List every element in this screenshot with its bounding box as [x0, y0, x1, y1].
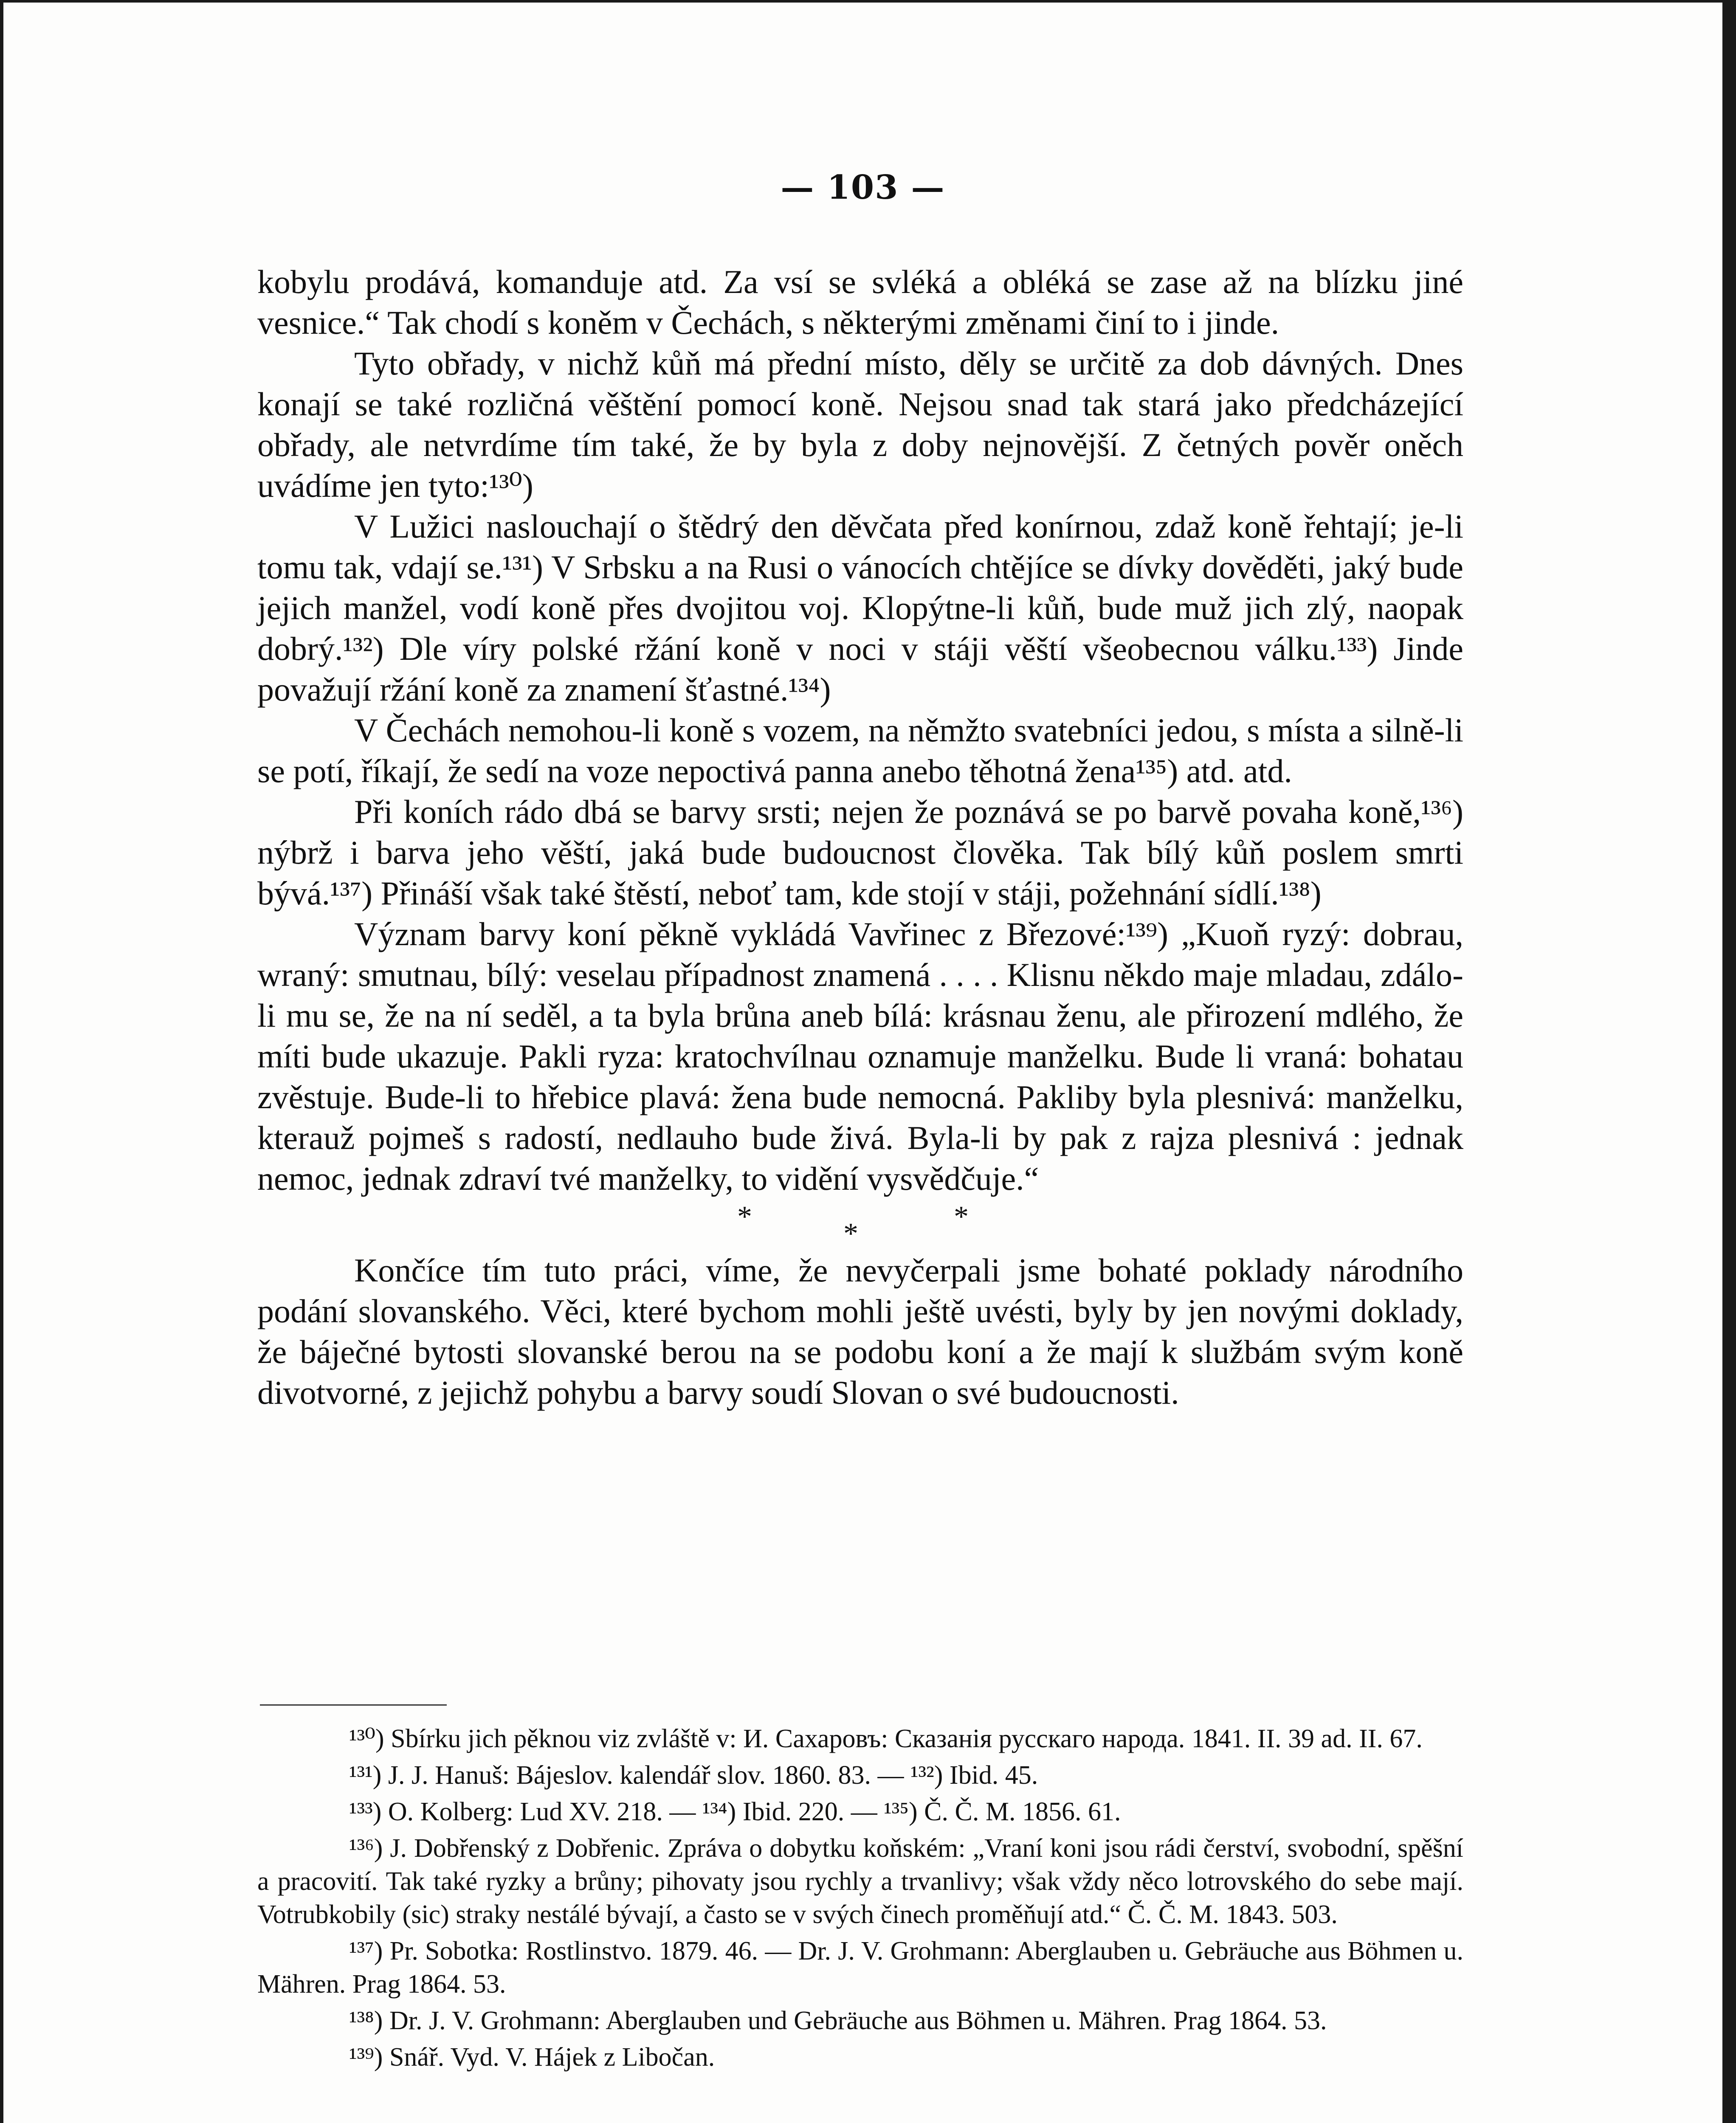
footnote: ¹³⁷) Pr. Sobotka: Rostlinstvo. 1879. 46. — Dr. J. V. Grohmann: Aberglauben u. Gebräuche aus Böhmen u. Mähren. Prag 1864. 53.: [257, 1937, 1463, 1999]
paragraph: Končíce tím tuto práci, víme, že nevyčerpali jsme bohaté poklady národního podání slovanského. Věci, které bychom mohli ještě uvésti, byly by jen novými doklady, že báječné bytosti slovanské berou na se podobu koní a že mají k službám svým koně divotvorné, z jejichž pohybu a barvy soudí Slovan o své budoucnosti.: [257, 1252, 1463, 1411]
separator-star: *: [954, 1200, 969, 1233]
paragraph: V Lužici naslouchají o štědrý den děvčata před konírnou, zdaž koně řehtají; je-li tomu tak, vdají se.¹³¹) V Srbsku a na Rusi o vánocích chtějíce se dívky dověděti, jaký bude jejich manžel, vodí koně přes dvojitou voj. Klopýtne-li kůň, bude muž jich zlý, naopak dobrý.¹³²) Dle víry polské ržání koně v noci v stáji věští všeobecnou válku.¹³³) Jinde považují ržání koně za znamení šťastné.¹³⁴): [257, 508, 1463, 708]
book-page: [3, 3, 1722, 2123]
footnote: ¹³⁰) Sbírku jich pěknou viz zvláště v: И. Сахаровъ: Сказанія русскаго народа. 1841. II. 39 ad. II. 67.: [349, 1724, 1423, 1753]
separator-star: *: [737, 1200, 752, 1233]
page-number: — 103 —: [781, 168, 945, 207]
paragraph: Při koních rádo dbá se barvy srsti; nejen že poznává se po barvě povaha koně,¹³⁶) nýbrž i barva jeho věští, jaká bude budoucnost člověka. Tak bílý kůň poslem smrti bývá.¹³⁷) Přináší však také štěstí, neboť tam, kde stojí v stáji, požehnání sídlí.¹³⁸): [257, 793, 1463, 912]
footnote: ¹³⁹) Snář. Vyd. V. Hájek z Libočan.: [349, 2043, 715, 2072]
main-text: [257, 262, 1463, 1413]
paragraph: kobylu prodává, komanduje atd. Za vsí se svléká a obléká se zase až na blízku jiné vesnice.“ Tak chodí s koněm v Čechách, s některými změnami činí to i jinde.: [257, 263, 1463, 341]
paragraph: V Čechách nemohou-li koně s vozem, na němžto svatebníci jedou, s místa a silně-li se potí, říkají, že sedí na voze nepoctivá panna anebo těhotná žena¹³⁵) atd. atd.: [257, 712, 1463, 789]
separator-star: *: [843, 1217, 858, 1250]
footnote: ¹³³) O. Kolberg: Lud XV. 218. — ¹³⁴) Ibid. 220. — ¹³⁵) Č. Č. M. 1856. 61.: [349, 1797, 1121, 1826]
section-separator: [257, 1199, 1463, 1250]
footnote: ¹³⁶) J. Dobřenský z Dobřenic. Zpráva o dobytku koňském: „Vraní koni jsou rádi čerství, svobodní, spěšní a pracovití. Tak také ryzky a brůny; pihovaty jsou rychly a trvanlivy; však vždy něco lotrovského do sebe mají. Votrubkobily (sic) straky nestálé bývají, a často se v svých činech proměňují atd.“ Č. Č. M. 1843. 503.: [257, 1834, 1463, 1929]
paragraph: Tyto obřady, v nichž kůň má přední místo, děly se určitě za dob dávných. Dnes konají se také rozličná věštění pomocí koně. Nejsou snad tak stará jako předcházející obřady, ale netvrdíme tím také, že by byla z doby nejnovější. Z četných pověr oněch uvádíme jen tyto:¹³⁰): [257, 345, 1463, 504]
footnote: ¹³⁸) Dr. J. V. Grohmann: Aberglauben und Gebräuche aus Böhmen u. Mähren. Prag 1864. 53.: [349, 2006, 1327, 2035]
footnote-divider: [260, 1704, 447, 1706]
footnotes: [257, 1722, 1463, 2077]
paragraph: Význam barvy koní pěkně vykládá Vavřinec z Březové:¹³⁹) „Kuoň ryzý: dobrau, wraný: smutnau, bílý: veselau případnost znamená . . . . Klisnu někdo maje mladau, zdálo-li mu se, že na ní seděl, a ta byla brůna aneb bílá: krásnau ženu, ale přirození mdlého, že míti bude ukazuje. Pakli ryza: kratochvílnau oznamuje manželku. Bude li vraná: bohatau zvěstuje. Bude-li to hřebice plavá: žena bude nemocná. Pakliby byla plesnivá: manželku, kterauž pojmeš s radostí, nedlauho bude živá. Byla-li by pak z rajza plesnivá : jednak nemoc, jednak zdraví tvé manželky, to vidění vysvědčuje.“: [257, 915, 1463, 1197]
footnote: ¹³¹) J. J. Hanuš: Bájeslov. kalendář slov. 1860. 83. — ¹³²) Ibid. 45.: [349, 1761, 1038, 1790]
